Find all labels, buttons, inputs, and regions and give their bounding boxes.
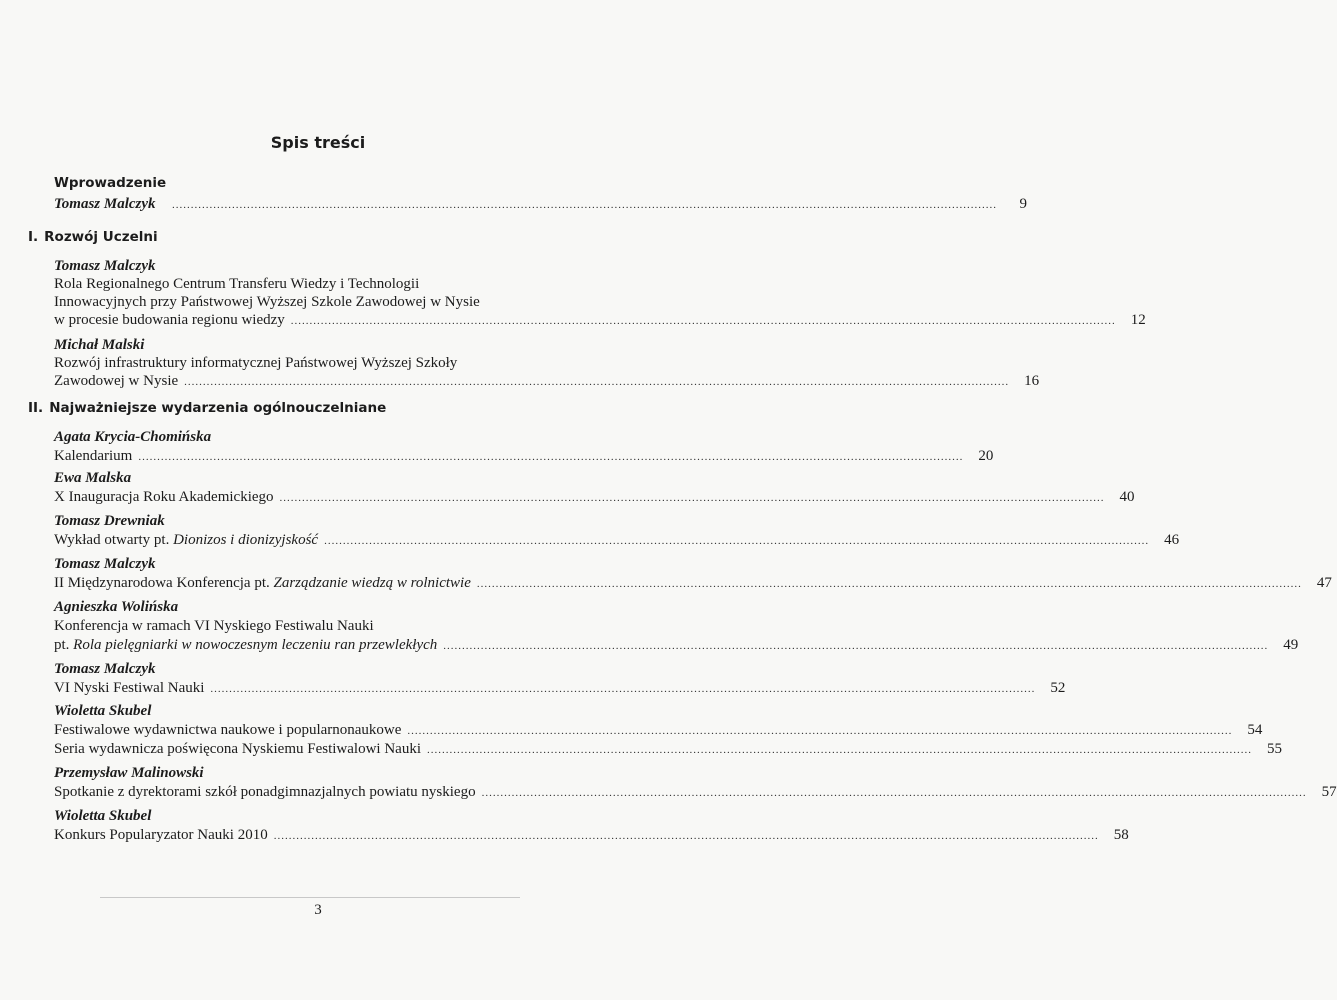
entry-line [54,372,1040,391]
entry-line [54,679,1066,698]
page-number: 3 [314,902,322,918]
dot-leader: ............................................................................................................................................................................................................................ [138,451,964,463]
entry-title-text: pt. [54,637,74,653]
entry-title-italic: Dionizos i dionizyjskość [173,532,319,548]
entry-title: Zawodowej w Nysie [54,373,179,389]
entry-page-number: 12 [1130,312,1146,328]
entry-author: Tomasz Malczyk [54,661,156,677]
entry-line [54,311,1146,330]
entry-line [54,195,1027,214]
entry-page-number: 49 [1283,637,1299,653]
entry-page-number: 58 [1113,827,1129,843]
entry-page-number: 55 [1267,741,1282,757]
dot-leader: ............................................................................................................................................................................................................................ [273,830,1099,842]
entry-author: Tomasz Malczyk [54,258,156,274]
entry-line: Rola Regionalnego Centrum Transferu Wiedzy i Technologii [54,276,420,292]
entry-page-number: 54 [1247,722,1263,738]
entry-title: Seria wydawnicza poświęcona Nyskiemu Festiwalowi Nauki [54,741,421,757]
entry-line: Innowacyjnych przy Państwowej Wyższej Szkole Zawodowej w Nysie [54,294,480,310]
entry-author: Tomasz Malczyk [54,556,156,572]
entry-line [54,721,1263,740]
dot-leader: ............................................................................................................................................................................................................................ [407,725,1233,737]
entry-author: Michał Malski [54,337,145,353]
entry-author: Wioletta Skubel [54,703,152,719]
entry-author: Agata Krycia-Chomińska [54,429,212,445]
dot-leader: ............................................................................................................................................................................................................................ [210,683,1036,695]
entry-title: Konkurs Popularyzator Nauki 2010 [54,827,268,843]
entry-line [54,531,1180,550]
entry-page-number: 57 [1321,784,1337,800]
section-heading [28,400,386,416]
dot-leader: ............................................................................................................................................................................................................................ [290,315,1116,327]
entry-line [54,826,1129,845]
entry-title-italic: Rola pielęgniarki w nowoczesnym leczeniu ran przewlekłych [73,637,438,653]
entry-line [54,783,1337,802]
footer-divider [100,897,520,898]
entry-page-number: 40 [1119,489,1135,505]
entry-line: Konferencja w ramach VI Nyskiego Festiwalu Nauki [54,618,374,634]
entry-page-number: 47 [1316,575,1332,591]
entry-title [54,574,471,592]
entry-author: Tomasz Malczyk [54,196,156,212]
intro-heading: Wprowadzenie [54,175,167,191]
entry-page-number: 52 [1050,680,1066,696]
entry-title: Festiwalowe wydawnictwa naukowe i popularnonaukowe [54,722,402,738]
section-title: Rozwój Uczelni [44,229,158,245]
entry-title: X Inauguracja Roku Akademickiego [54,489,274,505]
entry-page-number: 9 [1019,196,1027,212]
entry-title [54,636,437,654]
dot-leader: ............................................................................................................................................................................................................................ [172,199,997,211]
entry-line [54,488,1135,507]
dot-leader: ............................................................................................................................................................................................................................ [324,535,1150,547]
entry-line: Rozwój infrastruktury informatycznej Państwowej Wyższej Szkoły [54,355,458,371]
section-title: Najważniejsze wydarzenia ogólnouczelniane [49,400,387,416]
entry-page-number: 20 [978,448,994,464]
entry-title: VI Nyski Festiwal Nauki [54,680,205,696]
entry-line [54,447,994,466]
entry-author: Ewa Malska [54,470,132,486]
dot-leader: ............................................................................................................................................................................................................................ [184,376,1010,388]
dot-leader: ............................................................................................................................................................................................................................ [443,640,1269,652]
section-number: II. [28,400,44,416]
entry-title-text: II Międzynarodowa Konferencja pt. [54,575,274,591]
page-title: Spis treści [270,133,366,152]
entry-author: Wioletta Skubel [54,808,152,824]
section-heading [28,229,158,245]
dot-leader: ............................................................................................................................................................................................................................ [427,744,1252,756]
entry-title: Kalendarium [54,448,133,464]
entry-title: w procesie budowania regionu wiedzy [54,312,285,328]
entry-title-text: Wykład otwarty pt. [54,532,174,548]
entry-author: Przemysław Malinowski [54,765,204,781]
entry-title-italic: Zarządzanie wiedzą w rolnictwie [273,575,471,591]
dot-leader: ............................................................................................................................................................................................................................ [476,578,1302,590]
entry-line [54,574,1332,593]
entry-author: Agnieszka Wolińska [54,599,179,615]
entry-line [54,636,1299,655]
dot-leader: ............................................................................................................................................................................................................................ [481,787,1307,799]
entry-title: Spotkanie z dyrektorami szkół ponadgimnazjalnych powiatu nyskiego [54,784,476,800]
entry-line [54,740,1282,759]
section-number: I. [28,229,39,245]
entry-author: Tomasz Drewniak [54,513,165,529]
entry-page-number: 16 [1024,373,1040,389]
entry-title [54,531,318,549]
dot-leader: ............................................................................................................................................................................................................................ [279,492,1105,504]
entry-page-number: 46 [1164,532,1180,548]
